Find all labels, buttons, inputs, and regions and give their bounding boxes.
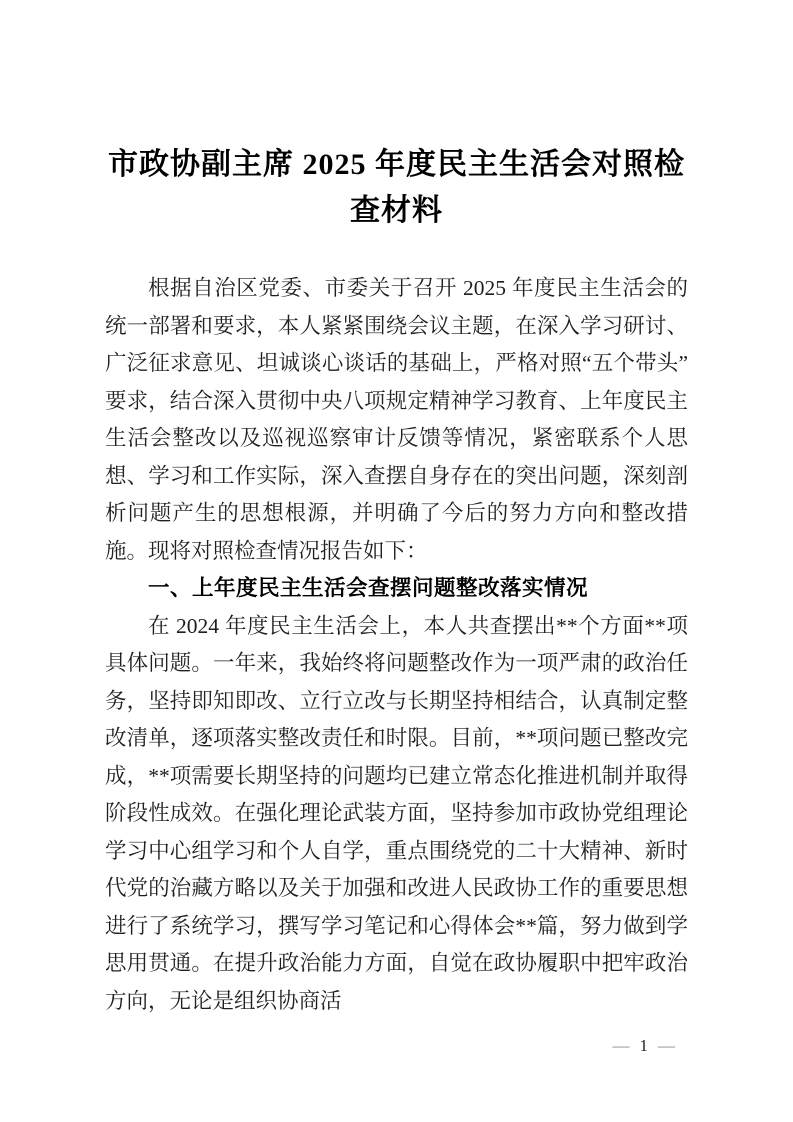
document-title: 市政协副主席 2025 年度民主生活会对照检查材料	[108, 148, 685, 227]
page-number-dash-left: —	[612, 1036, 630, 1055]
page-number	[613, 1036, 676, 1056]
page-number-dash-right: —	[658, 1036, 675, 1055]
document-content	[105, 0, 688, 1020]
page-number-value: 1	[639, 1036, 648, 1055]
paragraph-section-1-body: 在 2024 年度民主生活会上，本人共查摆出**个方面**项具体问题。一年来，我始终将问题整改作为一项严肃的政治任务，坚持即知即改、立行立改与长期坚持相结合，认真制定整改清单，逐项落实整改责任和时限。目前，**项问题已整改完成，**项需要长期坚持的问题均已建立常态化推进机制并取得阶段性成效。在强化理论武装方面，坚持参加市政协党组理论学习中心组学习和个人自学，重点围绕党的二十大精神、新时代党的治藏方略以及关于加强和改进人民政协工作的重要思想进行了系统学习，撰写学习笔记和心得体会**篇，努力做到学思用贯通。在提升政治能力方面，自觉在政协履职中把牢政治方向，无论是组织协商活	[105, 613, 688, 1013]
section-heading-1: 一、上年度民主生活会查摆问题整改落实情况	[148, 576, 589, 600]
paragraph-intro: 根据自治区党委、市委关于召开 2025 年度民主生活会的统一部署和要求，本人紧紧围绕会议主题，在深入学习研讨、广泛征求意见、坦诚谈心谈话的基础上，严格对照“五个带头”要求，结合深入贯彻中央八项规定精神学习教育、上年度民主生活会整改以及巡视巡察审计反馈等情况，紧密联系个人思想、学习和工作实际，深入查摆自身存在的突出问题，深刻剖析问题产生的思想根源，并明确了今后的努力方向和整改措施。现将对照检查情况报告如下：	[105, 276, 688, 563]
